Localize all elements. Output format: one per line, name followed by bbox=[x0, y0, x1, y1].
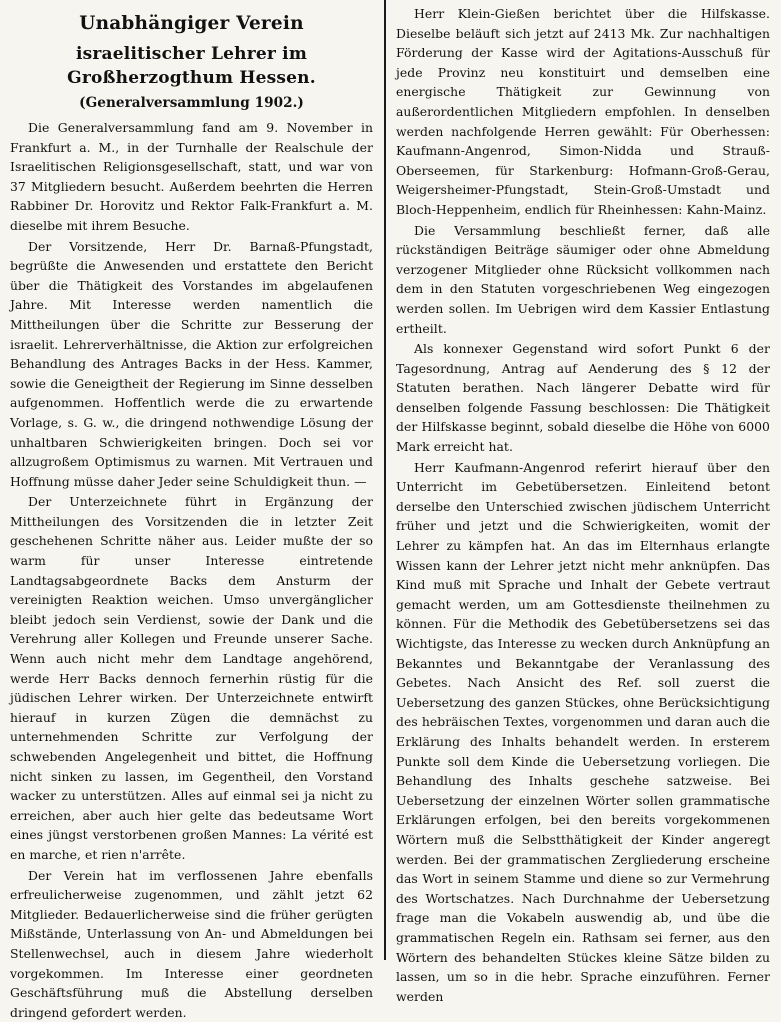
article-title-line2: israelitischer Lehrer im Großherzogthum Hessen. bbox=[67, 44, 316, 88]
column-divider bbox=[384, 0, 386, 960]
right-column bbox=[396, 4, 770, 1004]
paragraph-membership: Der Verein hat im verflossenen Jahre ebenfalls erfreulicherweise zugenommen, und zählt jetzt 62 Mitglieder. Bedauerlicherweise sind die früher gerügten Mißstände, Unterlassung von An- und Abmeldungen bei Stellenwechsel, auch in diesem Jahre wiederholt vorgekommen. Im Interesse einer geordneten Geschäftsführung muß die Abstellung derselben dringend gefordert werden. bbox=[10, 867, 373, 1020]
left-column bbox=[10, 6, 373, 1020]
paragraph-arrears: Die Versammlung beschließt ferner, daß alle rückständigen Beiträge säumiger oder ohne Abmeldung verzogener Mitglieder ohne Rücksicht vollkommen nach dem in den Statuten vorgeschriebenen Weg eingezogen werden sollen. Im Uebrigen wird dem Kassier Entlastung ertheilt. bbox=[396, 222, 770, 336]
paragraph-secretary-report: Der Unterzeichnete führt in Ergänzung der Mittheilungen des Vorsitzenden die in letzter Zeit geschehenen Schritte näher aus. Leider mußte der so warm für unser Interesse eintretende Landtagsabgeordnete Backs dem Ansturm der vereinigten Reaktion weichen. Umso unvergänglicher bleibt jedoch sein Verdienst, sowie der Dank und die Verehrung aller Kollegen und Freunde unserer Sache. Wenn auch nicht mehr dem Landtage angehörend, werde Herr Backs dennoch fernerhin rüstig für die jüdischen Lehrer wirken. Der Unterzeichnete entwirft hierauf in kurzen Zügen die demnächst zu unternehmenden Schritte zur Verfolgung der schwebenden Angelegenheit und bittet, die Hoffnung nicht sinken zu lassen, im Gegentheil, den Vorstand wacker zu unterstützen. Alles auf einmal sei ja nicht zu erreichen, aber auch hier gelte das bedeutsame Wort eines jüngst verstorbenen großen Mannes: La vérité est en marche, et rien n'arrête. bbox=[10, 494, 373, 862]
paragraph-opening: Die Generalversammlung fand am 9. November in Frankfurt a. M., in der Turnhalle der Realschule der Israelitischen Religionsgesellschaft, statt, und war von 37 Mitgliedern besucht. Außerdem beehrten die Herren Rabbiner Dr. Horovitz und Rektor Falk-Frankfurt a. M. dieselbe mit ihrem Besuche. bbox=[10, 120, 373, 233]
article-subtitle: (Generalversammlung 1902.) bbox=[79, 95, 304, 111]
article-title: Unabhängiger Verein bbox=[79, 13, 304, 34]
paragraph-chair-report: Der Vorsitzende, Herr Dr. Barnaß-Pfungstadt, begrüßte die Anwesenden und erstattete den Bericht über die Thätigkeit des Vorstandes im abgelaufenen Jahre. Mit Interesse werden namentlich die Mittheilungen über die Schritte zur Besserung der israelit. Lehrerverhältnisse, die Aktion zur erfolgreichen Behandlung des Antrages Backs in der Hess. Kammer, sowie die Geneigtheit der Regierung im Sinne desselben aufgenommen. Hoffentlich werde die zu erwartende Vorlage, s. G. w., die dringend nothwendige Lösung der unhaltbaren Schwierigkeiten bringen. Doch sei vor allzugroßem Optimismus zu warnen. Mit Vertrauen und Hoffnung müsse daher Jeder seine Schuldigkeit thun. — bbox=[10, 238, 373, 489]
paragraph-statute-change: Als konnexer Gegenstand wird sofort Punkt 6 der Tagesordnung, Antrag auf Aenderung des § 12 der Statuten berathen. Nach längerer Debatte wird für denselben folgende Fassung beschlossen: Die Thätigkeit der Hilfskasse beginnt, sobald dieselbe die Höhe von 6000 Mark erreicht hat. bbox=[396, 341, 770, 455]
paragraph-relief-fund: Herr Klein-Gießen berichtet über die Hilfskasse. Dieselbe beläuft sich jetzt auf 2413 Mk. Zur nachhaltigen Förderung der Kasse wird der Agitations-Ausschuß für jede Provinz neu konstituirt und demselben eine energische Thätigkeit zur Gewinnung von außerordentlichen Mitgliedern empfohlen. In denselben werden nachfolgende Herren gewählt: Für Oberhessen: Kaufmann-Angenrod, Simon-Nidda und Strauß-Oberseemen, für Starkenburg: Hofmann-Groß-Gerau, Weigersheimer-Pfungstadt, Stein-Groß-Umstadt und Bloch-Heppenheim, endlich für Rheinhessen: Kahn-Mainz. bbox=[396, 6, 770, 217]
paragraph-prayer-translation: Herr Kaufmann-Angenrod referirt hierauf über den Unterricht im Gebetübersetzen. Einleitend betont derselbe den Unterschied zwischen jüdischem Unterricht früher und jetzt und die Schwierigkeiten, womit der Lehrer zu kämpfen hat. An das im Elternhaus erlangte Wissen kann der Lehrer jetzt nicht mehr anknüpfen. Das Kind muß mit Sprache und Inhalt der Gebete vertraut gemacht werden, um am Gottesdienste theilnehmen zu können. Für die Methodik des Gebetübersetzens sei das Wichtigste, das Interesse zu wecken durch Anknüpfung an Bekanntes und Bekanntgabe der Veranlassung des Gebetes. Nach Ansicht des Ref. soll zuerst die Uebersetzung des ganzen Stückes, ohne Berücksichtigung des hebräischen Textes, vorgenommen und daran auch die Erklärung des Inhalts behandelt werden. In ersterem Punkte soll dem Kinde die Uebersetzung vorliegen. Die Behandlung des Inhalts geschehe satzweise. Bei Uebersetzung der einzelnen Wörter sollen grammatische Erklärungen erfolgen, bei den bereits vorgekommenen Wörtern muß die Selbstthätigkeit der Kinder angeregt werden. Bei der grammatischen Zergliederung erscheine das Wort in seinem Stamme und diene so zur Vermehrung des Wortschatzes. Nach Durchnahme der Uebersetzung frage man die Vokabeln auswendig ab, und übe die grammatischen Regeln ein. Rathsam sei ferner, aus den Wörtern des behandelten Stückes kleine Sätze bilden zu lassen, um so in die hebr. Sprache einzuführen. Ferner werden bbox=[396, 459, 770, 1004]
